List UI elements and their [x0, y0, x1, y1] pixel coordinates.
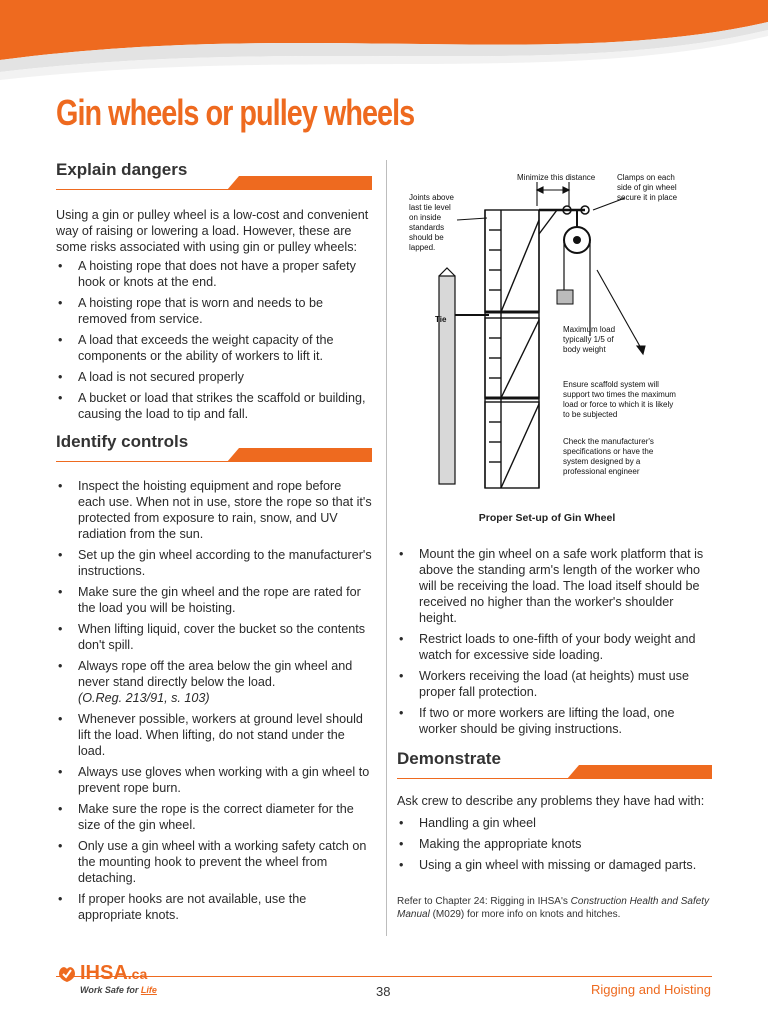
- list-item: • If two or more workers are lifting the load, one worker should be giving instructions.: [397, 705, 712, 737]
- logo-tagline: Work Safe for: [80, 985, 141, 995]
- logo-text: IHSA: [80, 962, 128, 984]
- label-maxload: Maximum load typically 1/5 of body weight: [563, 325, 616, 354]
- logo-suffix: .ca: [127, 966, 148, 982]
- demonstrate-intro: Ask crew to describe any problems they have had with:: [397, 794, 705, 808]
- dangers-list: [56, 258, 372, 422]
- figure-caption: Proper Set-up of Gin Wheel: [478, 512, 616, 524]
- explain-dangers-heading: Explain dangers: [56, 160, 188, 179]
- list-item: • Making the appropriate knots: [397, 836, 712, 852]
- identify-controls-heading: Identify controls: [56, 432, 189, 451]
- list-item: • Inspect the hoisting equipment and rope before each use. When not in use, store the rope so that it's protected from exposure to rain, snow, and UV radiation from the sun.: [56, 478, 372, 542]
- controls-list: [56, 478, 372, 923]
- list-item: • Restrict loads to one-fifth of your body weight and watch for excessive side loading.: [397, 631, 712, 663]
- section-name: Rigging and Hoisting: [591, 982, 711, 997]
- ihsa-logo[interactable]: [56, 960, 176, 1000]
- gin-wheel-diagram: [397, 160, 712, 500]
- label-tie: Tie: [435, 315, 447, 324]
- page-title: Gin wheels or pulley wheels: [56, 92, 415, 133]
- page-number: 38: [376, 984, 391, 999]
- list-item: • Handling a gin wheel: [397, 815, 712, 831]
- label-check: Check the manufacturer's specifications or have the system designed by a professional engineer: [563, 437, 654, 476]
- list-item: • If proper hooks are not available, use the appropriate knots.: [56, 891, 372, 923]
- setup-list: [397, 546, 712, 737]
- explain-dangers-header: [56, 160, 372, 190]
- list-item: • Make sure the rope is the correct diameter for the size of the gin wheel.: [56, 801, 372, 833]
- label-minimize: Minimize this distance: [517, 173, 596, 182]
- label-joints: Joints above last tie level on inside standards should be lapped.: [409, 193, 454, 252]
- list-item: • Set up the gin wheel according to the manufacturer's instructions.: [56, 547, 372, 579]
- list-item: • A load that exceeds the weight capacity of the components or the ability of workers to lift it.: [56, 332, 372, 364]
- reference-note: Refer to Chapter 24: Rigging in IHSA's Construction Health and Safety Manual (M029) for more info on knots and hitches.: [397, 896, 710, 920]
- header-banner: [0, 0, 768, 100]
- ihsa-logo-icon: [56, 962, 78, 984]
- regulation-reference: (O.Reg. 213/91, s. 103): [78, 691, 210, 705]
- logo-tagline-life: Life: [140, 985, 157, 995]
- right-column: [397, 160, 712, 921]
- label-clamps: Clamps on each side of gin wheel secure it in place: [617, 173, 678, 202]
- list-item: • When lifting liquid, cover the bucket so the contents don't spill.: [56, 621, 372, 653]
- list-item: • A hoisting rope that is worn and needs to be removed from service.: [56, 295, 372, 327]
- list-item: • A hoisting rope that does not have a proper safety hook or knots at the end.: [56, 258, 372, 290]
- demonstrate-header: [397, 749, 712, 779]
- list-item: • Always use gloves when working with a gin wheel to prevent rope burn.: [56, 764, 372, 796]
- list-item: • Whenever possible, workers at ground level should lift the load. When lifting, do not stand under the load.: [56, 711, 372, 759]
- gin-wheel-figure: [397, 160, 712, 524]
- explain-intro: Using a gin or pulley wheel is a low-cost and convenient way of raising or lowering a load. However, these are some risks associated with using gin or pulley wheels:: [56, 208, 369, 254]
- list-item: • A load is not secured properly: [56, 369, 372, 385]
- list-item: • Only use a gin wheel with a working safety catch on the mounting hook to prevent the wheel from detaching.: [56, 838, 372, 886]
- demonstrate-heading: Demonstrate: [397, 749, 501, 768]
- column-divider: [386, 160, 387, 936]
- list-item: • Always rope off the area below the gin wheel and never stand directly below the load. (O.Reg. 213/91, s. 103): [56, 658, 372, 706]
- list-item: • Mount the gin wheel on a safe work platform that is above the standing arm's length of the worker who will be receiving the load. The load itself should be received no higher than the worker's shoulder height.: [397, 546, 712, 626]
- identify-controls-header: [56, 432, 372, 462]
- demonstrate-list: [397, 815, 712, 873]
- list-item: • Make sure the gin wheel and the rope are rated for the load you will be hoisting.: [56, 584, 372, 616]
- list-item: • Workers receiving the load (at heights) must use proper fall protection.: [397, 668, 712, 700]
- list-item: • A bucket or load that strikes the scaffold or building, causing the load to tip and fall.: [56, 390, 372, 422]
- left-column: [56, 160, 372, 928]
- label-ensure: Ensure scaffold system will support two times the maximum load or force to which it is likely to be subjected: [563, 380, 676, 419]
- list-item: • Using a gin wheel with missing or damaged parts.: [397, 857, 712, 873]
